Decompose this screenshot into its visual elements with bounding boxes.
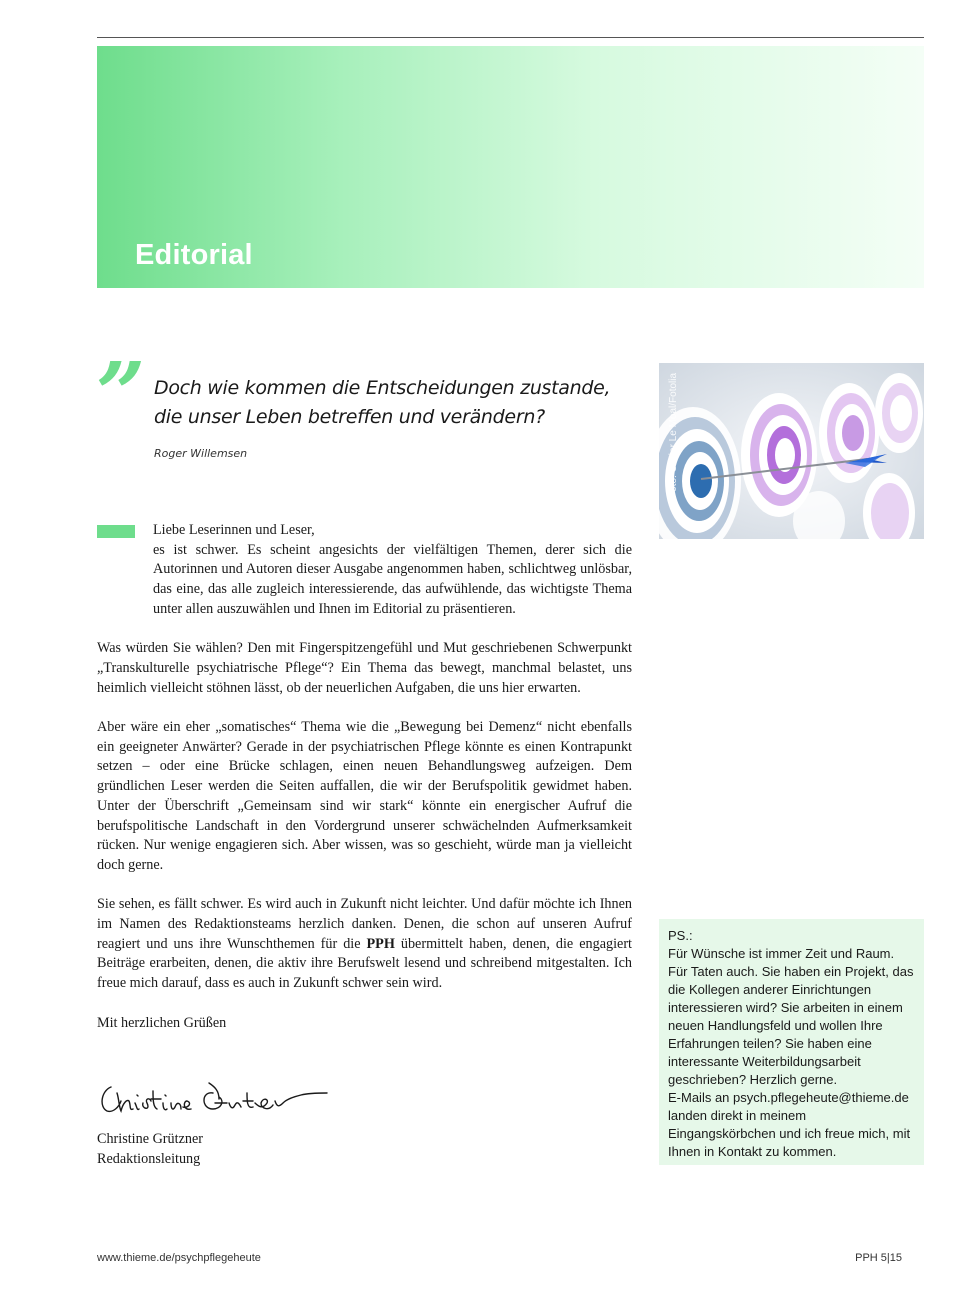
handwritten-signature	[97, 1073, 337, 1121]
top-rule	[97, 37, 924, 38]
ps-text: Für Taten auch. Sie haben ein Projekt, das die Kollegen anderer Einrichtungen interessieren wird? Sie arbeiten in einem neuen Handlungsfeld und wollen Ihre Erfahrungen teilen? Sie haben eine interessante Weiterbildungsarbeit geschrieben? Herzlich gerne.	[668, 964, 914, 1087]
quote	[154, 374, 634, 432]
ps-heading: PS.:	[668, 928, 693, 943]
ps-box	[659, 919, 924, 1165]
author-role: Redaktionsleitung	[97, 1151, 201, 1167]
ps-line-1: Für Wünsche ist immer Zeit und Raum.	[668, 946, 895, 961]
quote-line-2: die unser Leben betreffen und verändern?	[154, 406, 545, 428]
salutation: Liebe Leserinnen und Leser,	[153, 522, 315, 538]
quote-author: Roger Willemsen	[154, 447, 248, 460]
paragraph-2: Was würden Sie wählen? Den mit Fingerspitzengefühl und Mut geschriebenen Schwerpunkt „Transkulturelle psychiatrische Pflege“? Ein Thema das bewegt, manchmal belastet, uns heimlich vielleicht stöhnen lässt, ob der neuerlichen Aufgaben, die uns hier erwarten.	[97, 640, 632, 696]
author-name: Christine Grützner	[97, 1131, 203, 1147]
closing: Mit herzlichen Grüßen	[97, 1014, 227, 1031]
journal-abbreviation: PPH	[366, 935, 395, 952]
footer-url[interactable]: www.thieme.de/psychpflegeheute	[97, 1252, 261, 1264]
page-number: PPH 5|15	[855, 1252, 902, 1264]
letter-body	[97, 521, 632, 1053]
quote-line-1: Doch wie kommen die Entscheidungen zustande,	[154, 377, 611, 399]
photo-credit: Foto: Olivier Le Moal/Fotolia	[668, 372, 679, 498]
target-arrow-image	[659, 363, 924, 539]
quote-mark-icon: ”	[96, 344, 146, 445]
page-title: Editorial	[135, 239, 253, 271]
ps-email-text: E-Mails an psych.pflegeheute@thieme.de landen direkt in meinem Eingangskörbchen und ich freue mich, mit Ihnen in Kontakt zu kommen.	[668, 1090, 911, 1159]
paragraph-4: Sie sehen, es fällt schwer. Es wird auch in Zukunft nicht leichter. Und dafür möchte ich Ihnen im Namen des Redaktionsteams herzlich danken. Denen, die schon auf unseren Aufruf reagiert und uns ihre Wunschthemen für die PPH übermittelt haben, denen, die engagiert Beiträge erarbeiten, denen, die aktiv ihre Berufswelt lesend und schreibend mitgestalten. Ich freue mich darauf, dass es auch in Zukunft schwer sein wird.	[97, 896, 632, 992]
paragraph-1: es ist schwer. Es scheint angesichts der vielfältigen Themen, derer sich die Autorinnen und Autoren dieser Ausgabe angenommen haben, schlichtweg unlösbar, das eine, das alle zugleich interessierende, das aufwühlende, das wichtigste Thema unter allen auszuwählen und Ihnen im Editorial zu präsentieren.	[153, 541, 632, 617]
header-banner	[97, 46, 924, 288]
paragraph-3: Aber wäre ein eher „somatisches“ Thema wie die „Bewegung bei Demenz“ nicht ebenfalls ein geeigneter Anwärter? Gerade in der psychiatrischen Pflege könnte es einen Kontrapunkt setzen – oder eine Brücke schlagen, einen neuen Behandlungsweg aufzeigen. Dem gründlichen Leser werden die Seiten auffallen, die wir der Berufspolitik gewidmet haben. Unter der Überschrift „Gemeinsam sind wir stark“ könnte ein energischer Aufruf die berufspolitische Landschaft in den Vordergrund unserer schwächelnden Aufmerksamkeit rücken. Nur wenige engagieren sich. Aber wissen, was so geschieht, würde man ja vielleicht doch gerne.	[97, 719, 632, 873]
